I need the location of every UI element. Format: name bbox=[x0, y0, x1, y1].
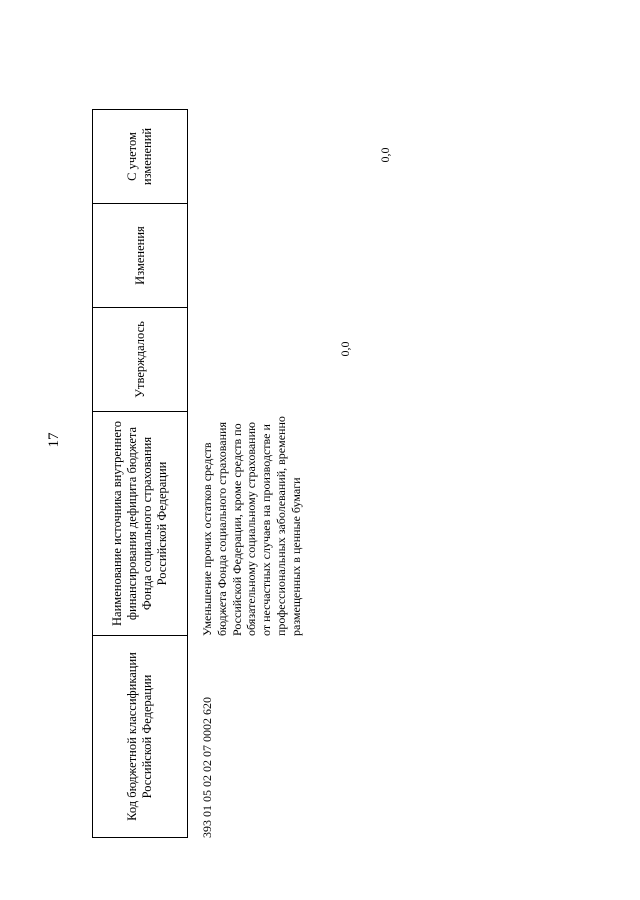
row-with-changes-value: 0,0 bbox=[378, 147, 392, 163]
header-with-changes: С учетом изменений bbox=[93, 110, 188, 204]
header-approved: Утверждалось bbox=[93, 308, 188, 412]
page-number: 17 bbox=[46, 432, 62, 448]
header-name: Наименование источника внутреннего финансирования дефицита бюджета Фонда социального страхования Российской Федерации bbox=[93, 412, 188, 636]
row-code: 393 01 05 02 02 07 0002 620 bbox=[200, 697, 214, 838]
budget-table-header bbox=[92, 109, 188, 838]
header-code: Код бюджетной классификации Российской Федерации bbox=[93, 636, 188, 838]
header-row bbox=[93, 110, 188, 838]
header-changes: Изменения bbox=[93, 204, 188, 308]
row-approved-value: 0,0 bbox=[338, 341, 352, 357]
row-name: Уменьшение прочих остатков средств бюджета Фонда социального страхования Российской Федерации, кроме средств по обязательному социальному страхованию от несчастных случаев на производстве и профессиональных заболеваний, временно размещенных в ценные бумаги bbox=[200, 416, 303, 636]
